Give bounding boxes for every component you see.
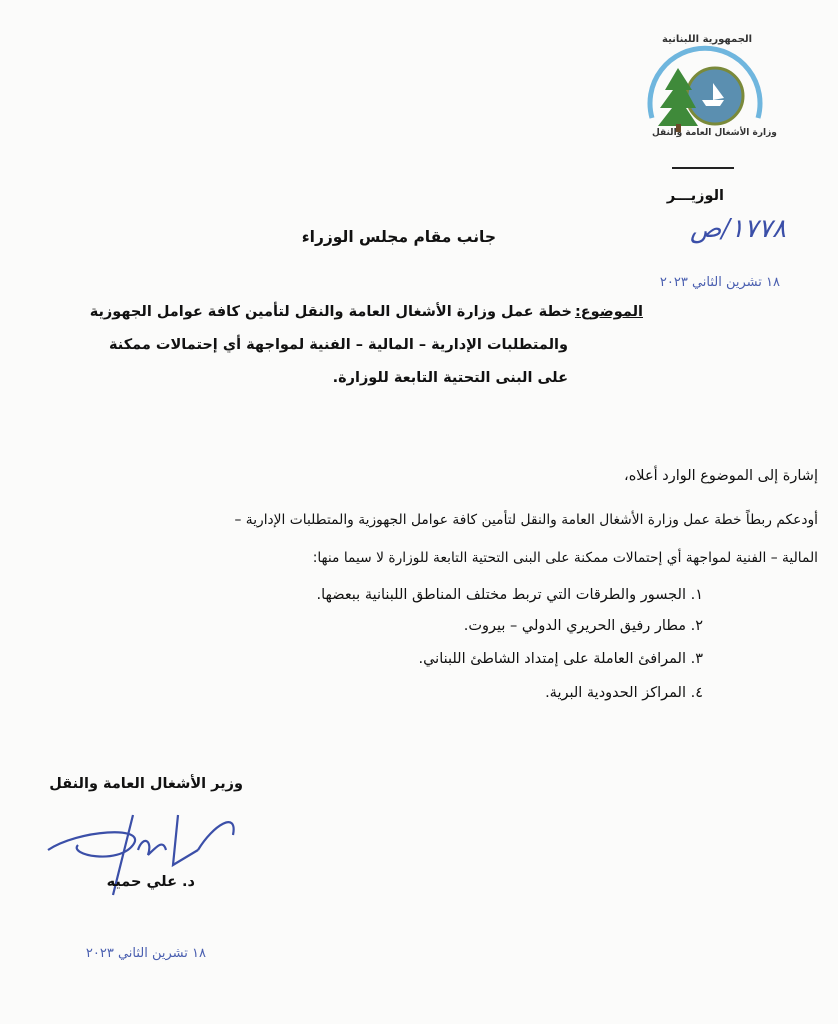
body-paragraph-line: المالية – الفنية لمواجهة أي إحتمالات ممكنة على البنى التحتية التابعة للوزارة لا سيما منها: [312,550,818,566]
subject-line: والمتطلبات الإدارية – المالية – الفنية لمواجهة أي إحتمالات ممكنة [109,337,568,353]
office-label: الوزيـــر [666,188,724,204]
subject-line: على البنى التحتية التابعة للوزارة. [332,370,568,386]
subject-line: خطة عمل وزارة الأشغال العامة والنقل لتأمين كافة عوامل الجهوزية [89,304,572,320]
date-stamp-top: ١٨ تشرين الثاني ٢٠٢٣ [659,275,780,290]
logo-top-text: الجمهورية اللبنانية [662,34,753,45]
signatory-title: وزير الأشغال العامة والنقل [49,776,243,792]
list-item: ١. الجسور والطرقات التي تربط مختلف المناطق اللبنانية ببعضها. [316,587,703,603]
ministry-logo [640,28,777,153]
addressee: جانب مقام مجلس الوزراء [301,228,496,246]
list-item: ٢. مطار رفيق الحريري الدولي – بيروت. [463,618,703,634]
date-stamp-bottom: ١٨ تشرين الثاني ٢٠٢٣ [85,946,206,961]
logo-bottom-text: وزارة الأشغال العامة والنقل [652,128,777,138]
signatory-name: د. علي حميه [106,874,195,890]
body-paragraph-line: أودعكم ربطاً خطة عمل وزارة الأشغال العامة والنقل لتأمين كافة عوامل الجهوزية والمتطلبات الإدارية – [234,512,818,528]
reference-number: ١٧٧٨/ص [689,214,786,244]
reference-line: إشارة إلى الموضوع الوارد أعلاه، [624,468,818,484]
header-divider [672,167,734,169]
list-item: ٤. المراكز الحدودية البرية. [545,685,703,701]
subject-label: الموضوع: [574,304,643,320]
list-item: ٣. المرافئ العاملة على إمتداد الشاطئ اللبناني. [418,651,703,667]
